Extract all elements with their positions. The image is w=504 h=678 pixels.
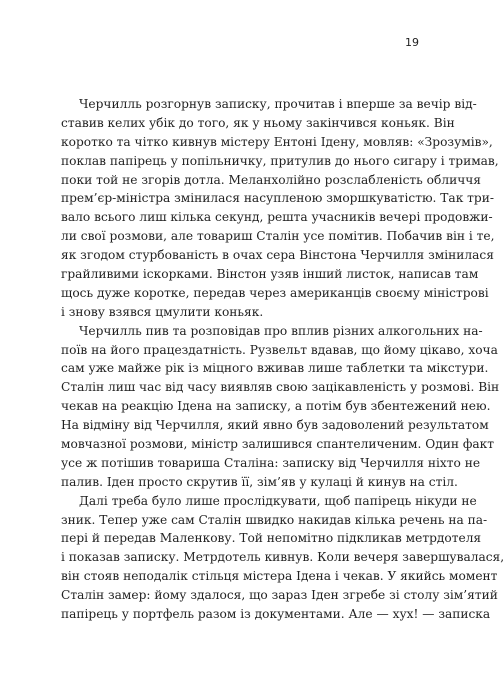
- text-line: вало всього лиш кілька секунд, решта учасників вечері продовжи-: [61, 210, 493, 225]
- text-line: грайливими іскорками. Вінстон узяв інший листок, написав там: [61, 267, 479, 282]
- text-line: Сталін лиш час від часу виявляв свою зацікавленість у розмові. Він: [61, 380, 500, 395]
- text-line: він стояв неподалік стільця містера Ідена і чекав. У якийсь момент: [61, 569, 498, 584]
- text-line: палив. Іден просто скрутив її, зім’яв у кулаці й кинув на стіл.: [61, 474, 458, 489]
- body-text: [61, 95, 504, 624]
- text-line: Сталін замер: йому здалося, що зараз Іден згребе зі столу зім’ятий: [61, 588, 498, 603]
- text-line: сам уже майже рік із міцного вживав лише таблетки та мікстури.: [61, 361, 489, 376]
- text-line: Далі треба було лише прослідкувати, щоб папірець нікуди не: [79, 493, 477, 508]
- text-line: зник. Тепер уже сам Сталін швидко накидав кілька речень на па-: [61, 512, 488, 527]
- text-line: ставив келих убік до того, як у ньому закінчився коньяк. Він: [61, 115, 455, 130]
- text-line: Черчилль пив та розповідав про вплив різних алкогольних на-: [79, 323, 483, 338]
- text-line: папірець у портфель разом із документами. Але — хух! — записка: [61, 607, 491, 622]
- text-line: чекав на реакцію Ідена на записку, а потім був збентежений нею.: [61, 399, 491, 414]
- text-line: мовчазної розмови, міністр залишився спантеличеним. Один факт: [61, 437, 495, 452]
- text-line: ли свої розмови, але товариш Сталін усе помітив. Побачив він і те,: [61, 229, 495, 244]
- page-number: 19: [405, 36, 419, 49]
- text-line: Черчилль розгорнув записку, прочитав і вперше за вечір від-: [79, 97, 477, 111]
- text-line: пері й передав Маленкову. Той непомітно підкликав метрдотеля: [61, 531, 482, 546]
- text-line: поклав папірець у попільничку, притулив до нього сигару і тримав,: [61, 153, 499, 168]
- text-line: поки той не згорів дотла. Меланхолійно розслабленість обличчя: [61, 172, 481, 187]
- text-line: і показав записку. Метрдотель кивнув. Коли вечеря завершувалася,: [61, 550, 504, 565]
- text-line: прем’єр-міністра змінилася насупленою зморшкуватістю. Так три-: [61, 191, 494, 206]
- text-line: усе ж потішив товариша Сталіна: записку від Черчилля ніхто не: [61, 455, 481, 470]
- text-line: як згодом стурбованість в очах сера Вінстона Черчилля змінилася: [61, 248, 494, 263]
- text-line: щось дуже коротке, передав через американців своєму міністрові: [61, 285, 489, 300]
- text-line: і знову взявся цмулити коньяк.: [61, 304, 264, 319]
- text-line: поїв на його працездатність. Рузвельт вдавав, що йому цікаво, хоча: [61, 342, 498, 357]
- text-line: коротко та чітко кивнув містеру Ентоні Ідену, мовляв: «Зрозумів»,: [61, 134, 493, 149]
- text-line: На відміну від Черчилля, який явно був задоволений результатом: [61, 418, 489, 433]
